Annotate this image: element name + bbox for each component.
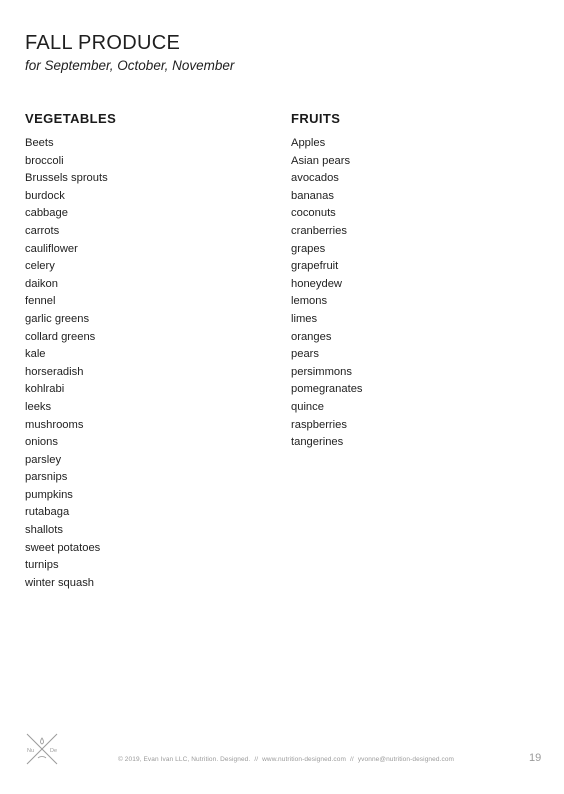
fruit-item: quince xyxy=(291,400,324,413)
fruit-item: Asian pears xyxy=(291,154,351,167)
vegetables-list xyxy=(25,135,265,592)
vegetable-item: sweet potatoes xyxy=(25,541,101,554)
vegetables-column xyxy=(25,110,265,592)
fruit-item: tangerines xyxy=(291,436,344,449)
fruit-item: honeydew xyxy=(291,277,343,290)
vegetable-item: rutabaga xyxy=(25,506,70,519)
footer-text xyxy=(118,756,454,763)
nude-logo-icon xyxy=(24,732,60,766)
logo-text-left: Nu xyxy=(27,748,35,754)
vegetable-item: broccoli xyxy=(25,154,64,167)
fruit-item: coconuts xyxy=(291,207,336,220)
fruit-item: oranges xyxy=(291,330,332,343)
vegetable-item: collard greens xyxy=(25,330,96,343)
fruit-item: pears xyxy=(291,348,319,361)
fruits-column xyxy=(291,110,531,452)
vegetable-item: kale xyxy=(25,348,46,361)
page-subtitle: for September, October, November xyxy=(25,58,235,73)
fruit-item: bananas xyxy=(291,189,334,202)
vegetable-item: horseradish xyxy=(25,365,84,378)
fruit-item: Apples xyxy=(291,137,326,149)
fruit-item: pomegranates xyxy=(291,383,363,396)
vegetable-item: cauliflower xyxy=(25,242,78,255)
fruit-item: limes xyxy=(291,312,318,325)
vegetable-item: parsley xyxy=(25,453,62,466)
fruit-item: persimmons xyxy=(291,365,352,378)
footer-separator: // xyxy=(254,756,259,763)
vegetable-item: winter squash xyxy=(25,576,95,589)
footer-website-link[interactable]: www.nutrition-designed.com xyxy=(262,756,347,763)
footer-copyright: © 2019, Evan Ivan LLC, Nutrition. Designed. xyxy=(118,756,251,763)
vegetable-item: pumpkins xyxy=(25,488,73,501)
vegetable-item: turnips xyxy=(25,559,59,572)
fruits-list xyxy=(291,135,531,452)
fruit-item: raspberries xyxy=(291,418,347,431)
vegetable-item: daikon xyxy=(25,277,58,290)
vegetable-item: leeks xyxy=(25,400,52,413)
fruit-item: cranberries xyxy=(291,224,347,237)
vegetable-item: shallots xyxy=(25,524,63,537)
fruit-item: grapes xyxy=(291,242,326,255)
page-number: 19 xyxy=(529,752,542,764)
logo-text-right: De xyxy=(50,748,58,754)
vegetable-item: kohlrabi xyxy=(25,383,65,396)
vegetable-item: mushrooms xyxy=(25,418,84,431)
vegetable-item: carrots xyxy=(25,224,60,237)
vegetable-item: celery xyxy=(25,260,55,273)
vegetable-item: burdock xyxy=(25,189,65,202)
fruits-heading: FRUITS xyxy=(291,111,341,126)
vegetable-item: parsnips xyxy=(25,471,68,484)
page-title: FALL PRODUCE xyxy=(25,32,181,54)
vegetable-item: Brussels sprouts xyxy=(25,172,108,185)
vegetable-item: cabbage xyxy=(25,207,68,220)
vegetable-item: Beets xyxy=(25,137,54,149)
fruit-item: lemons xyxy=(291,295,328,308)
vegetable-item: garlic greens xyxy=(25,312,90,325)
footer-email-link[interactable]: yvonne@nutrition-designed.com xyxy=(357,756,455,763)
fruit-item: avocados xyxy=(291,172,339,185)
vegetable-item: fennel xyxy=(25,295,56,308)
vegetable-item: onions xyxy=(25,436,58,449)
fruit-item: grapefruit xyxy=(291,260,339,273)
vegetables-heading: VEGETABLES xyxy=(25,111,117,126)
footer-separator: // xyxy=(350,756,354,763)
